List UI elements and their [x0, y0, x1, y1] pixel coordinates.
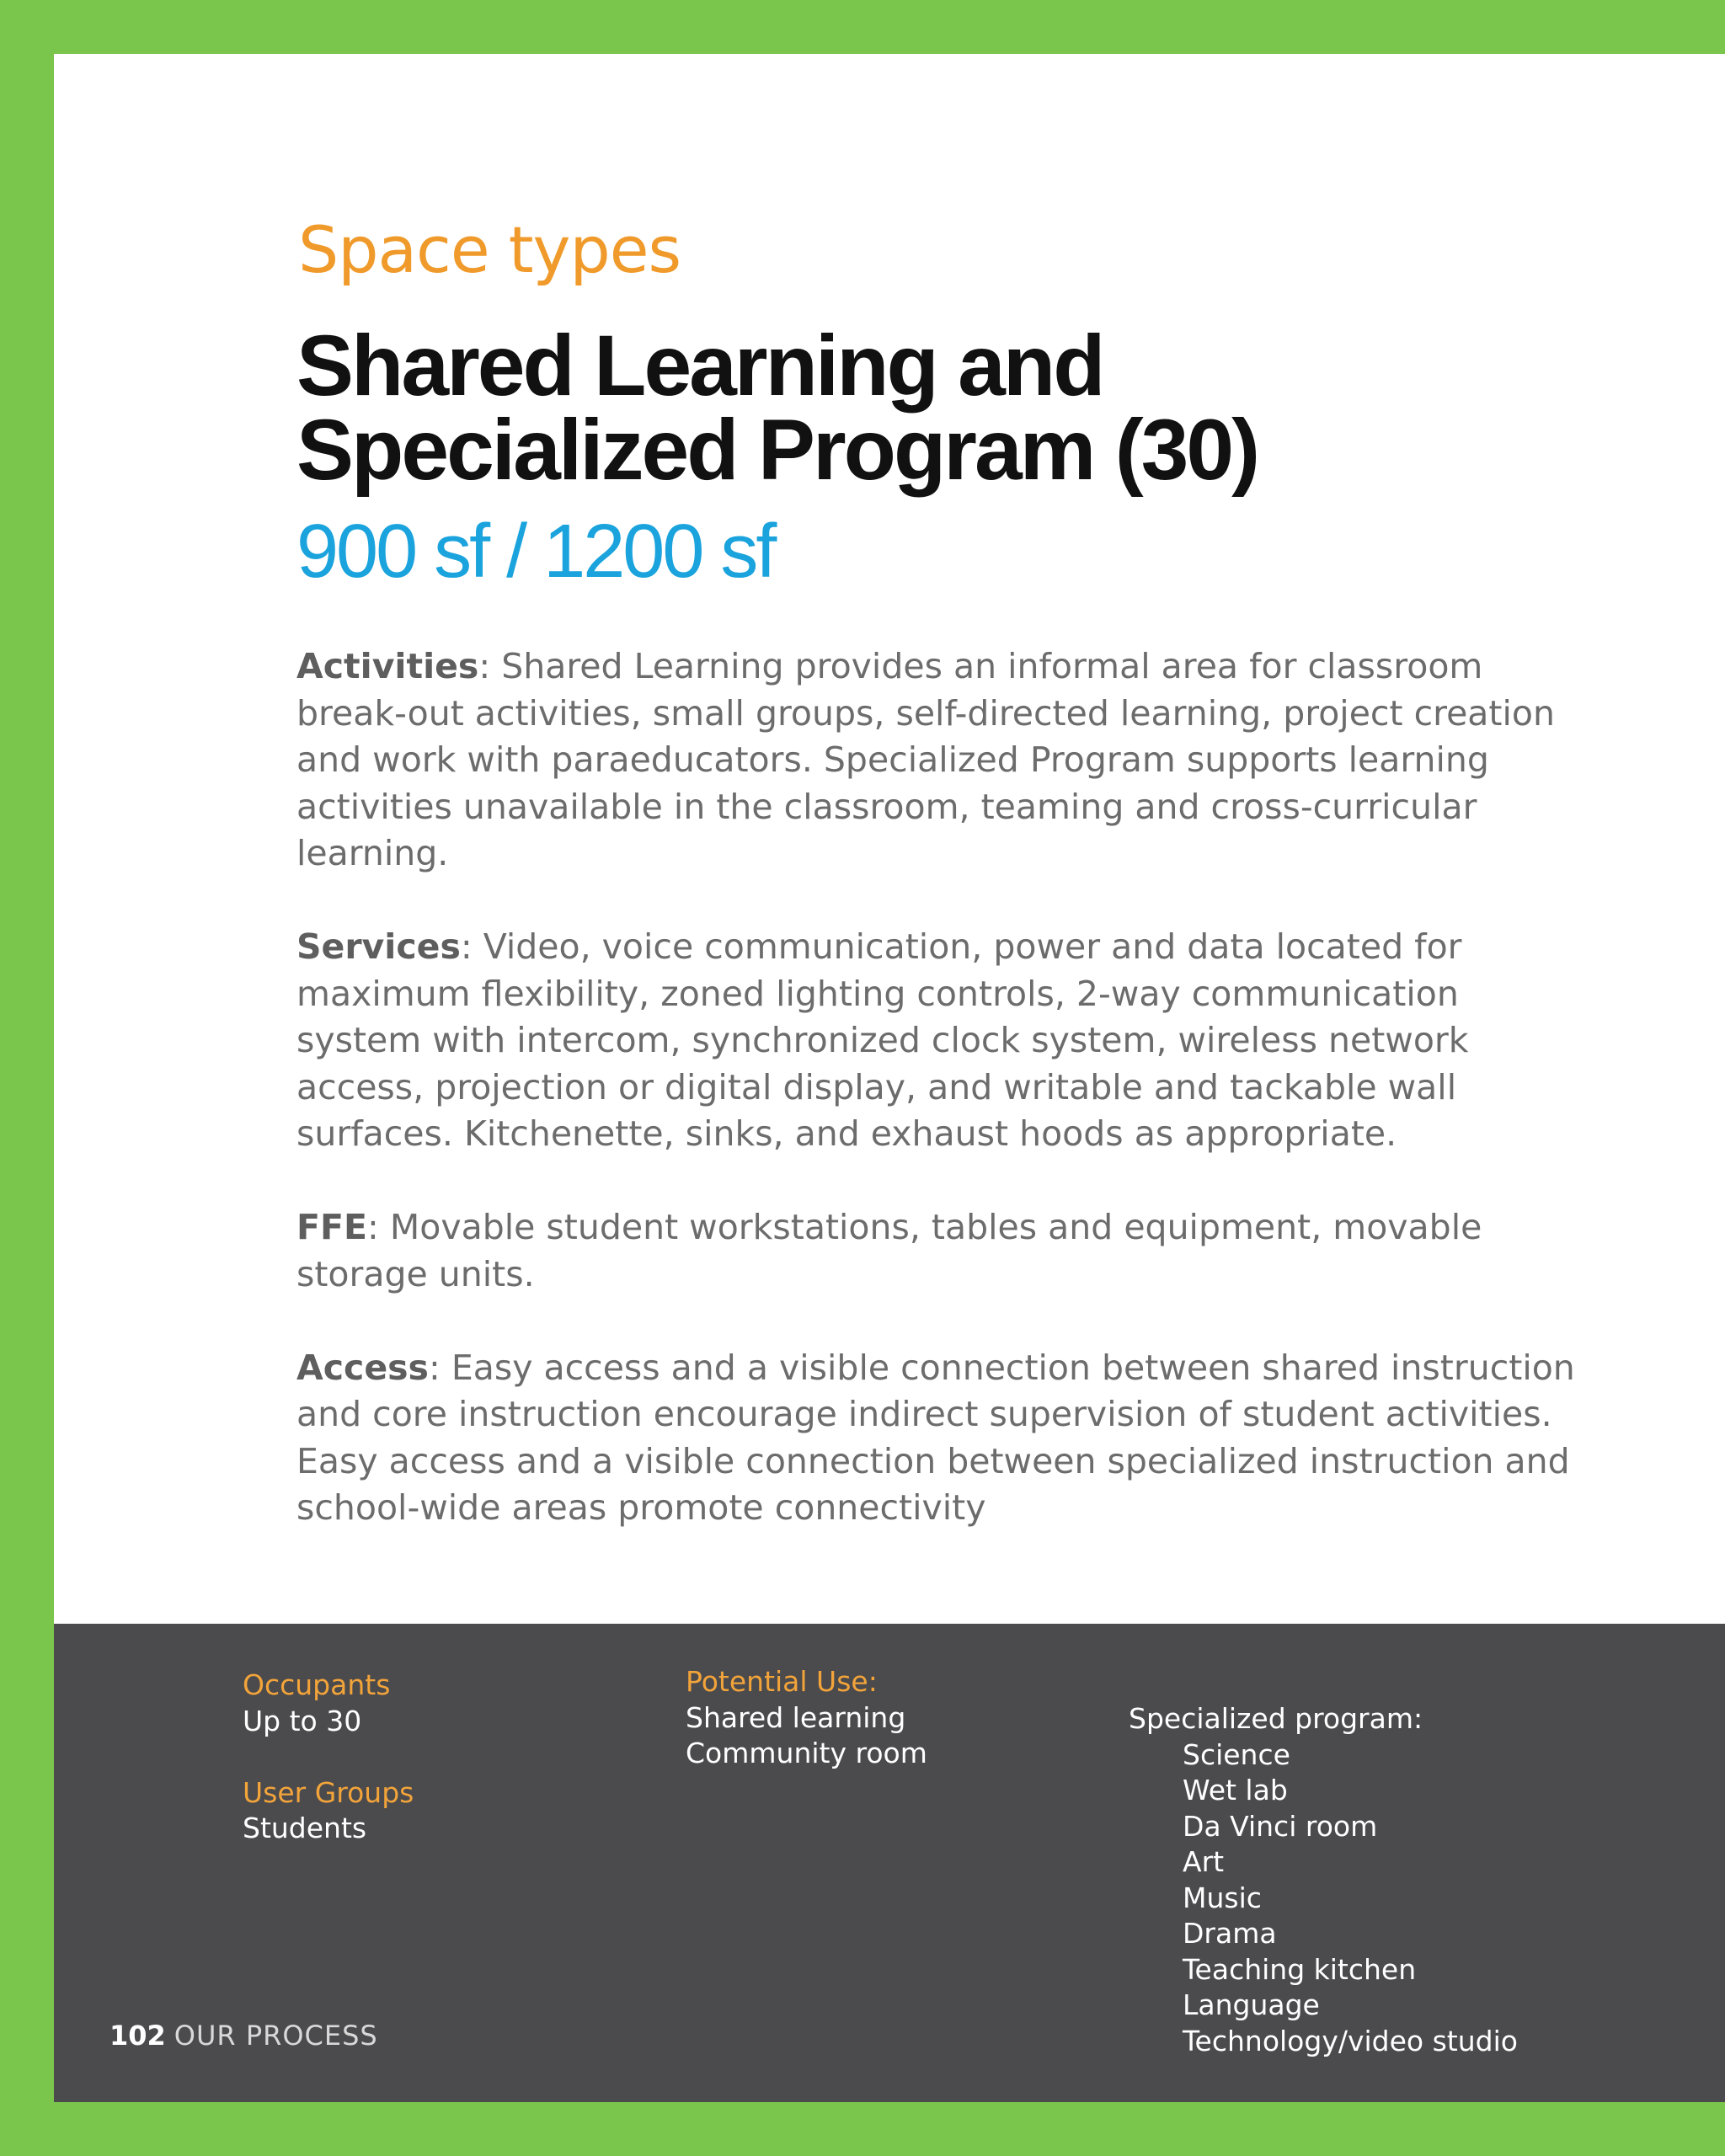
potential-use-column [686, 1664, 927, 1772]
potential-use-item: Shared learning [686, 1700, 906, 1734]
specialized-program-item: Teaching kitchen [1183, 1952, 1417, 1986]
title-line-2: Specialized Program (30) [296, 402, 1258, 498]
access-label: Access [296, 1347, 429, 1388]
occupants-column [243, 1668, 414, 1847]
specialized-program-item: Art [1183, 1845, 1225, 1878]
services-label: Services [296, 926, 461, 967]
section-kicker: Space types [298, 212, 681, 287]
title-line-1: Shared Learning and [296, 318, 1103, 414]
services-text: Video, voice communication, power and data located for maximum flexibility, zoned lighting controls, 2-way communication system with intercom, synchronized clock system, wireless network access, projection or digital display, and writable and tackable wall surfaces. Kitchenette, sinks, and exhaust hoods as appropriate. [296, 926, 1469, 1154]
specialized-program-item: Wet lab [1183, 1774, 1288, 1806]
ffe-text: Movable student workstations, tables and equipment, movable storage units. [296, 1207, 1482, 1294]
description-body [296, 643, 1594, 1578]
services-paragraph: Services: Video, voice communication, power and data located for maximum flexibility, zoned lighting controls, 2-way communication system with intercom, synchronized clock system, wireless network access, projection or digital display, and writable and tackable wall surfaces. Kitchenette, sinks, and exhaust hoods as appropriate. [296, 926, 1469, 1154]
page-title [296, 318, 1258, 498]
specialized-program-item: Drama [1183, 1917, 1277, 1950]
activities-paragraph: Activities: Shared Learning provides an informal area for classroom break-out activities, small groups, self-directed learning, project creation and work with paraeducators. Specialized Program supports learning activities unavailable in the classroom, teaming and cross-curricular learning. [296, 646, 1555, 873]
running-section-name: OUR PROCESS [174, 2020, 378, 2052]
potential-use-label: Potential Use: [686, 1665, 878, 1698]
potential-use-item: Community room [686, 1737, 927, 1769]
specialized-program-item: Science [1183, 1737, 1290, 1771]
occupants-label: Occupants [243, 1668, 391, 1701]
access-text: Easy access and a visible connection between shared instruction and core instruction encourage indirect supervision of student activities. Easy access and a visible connection between specialized instruction and school-wide areas promote connectivity [296, 1347, 1575, 1528]
user-groups-label: User Groups [243, 1775, 414, 1809]
ffe-paragraph: FFE: Movable student workstations, tables and equipment, movable storage units. [296, 1207, 1482, 1294]
specialized-program-item: Music [1183, 1881, 1262, 1914]
area-sizes: 900 sf / 1200 sf [296, 510, 775, 594]
user-groups-value: Students [243, 1812, 367, 1844]
ffe-label: FFE [296, 1207, 368, 1247]
activities-label: Activities [296, 646, 479, 686]
specialized-program-item: Da Vinci room [1183, 1809, 1378, 1843]
specialized-program-item: Technology/video studio [1183, 2024, 1518, 2057]
activities-text: Shared Learning provides an informal area for classroom break-out activities, small groups, self-directed learning, project creation and work with paraeducators. Specialized Program supports learning activities unavailable in the classroom, teaming and cross-curricular learning. [296, 646, 1555, 873]
specialized-program-item: Language [1183, 1988, 1320, 2021]
page-number: 102 [109, 2020, 166, 2052]
access-paragraph: Access: Easy access and a visible connection between shared instruction and core instruction encourage indirect supervision of student activities. Easy access and a visible connection between specialized instruction and school-wide areas promote connectivity [296, 1347, 1575, 1528]
page-folio [109, 2020, 378, 2052]
occupants-value: Up to 30 [243, 1704, 362, 1737]
specialized-program-column [1129, 1701, 1518, 2059]
specialized-program-label: Specialized program: [1129, 1702, 1423, 1735]
